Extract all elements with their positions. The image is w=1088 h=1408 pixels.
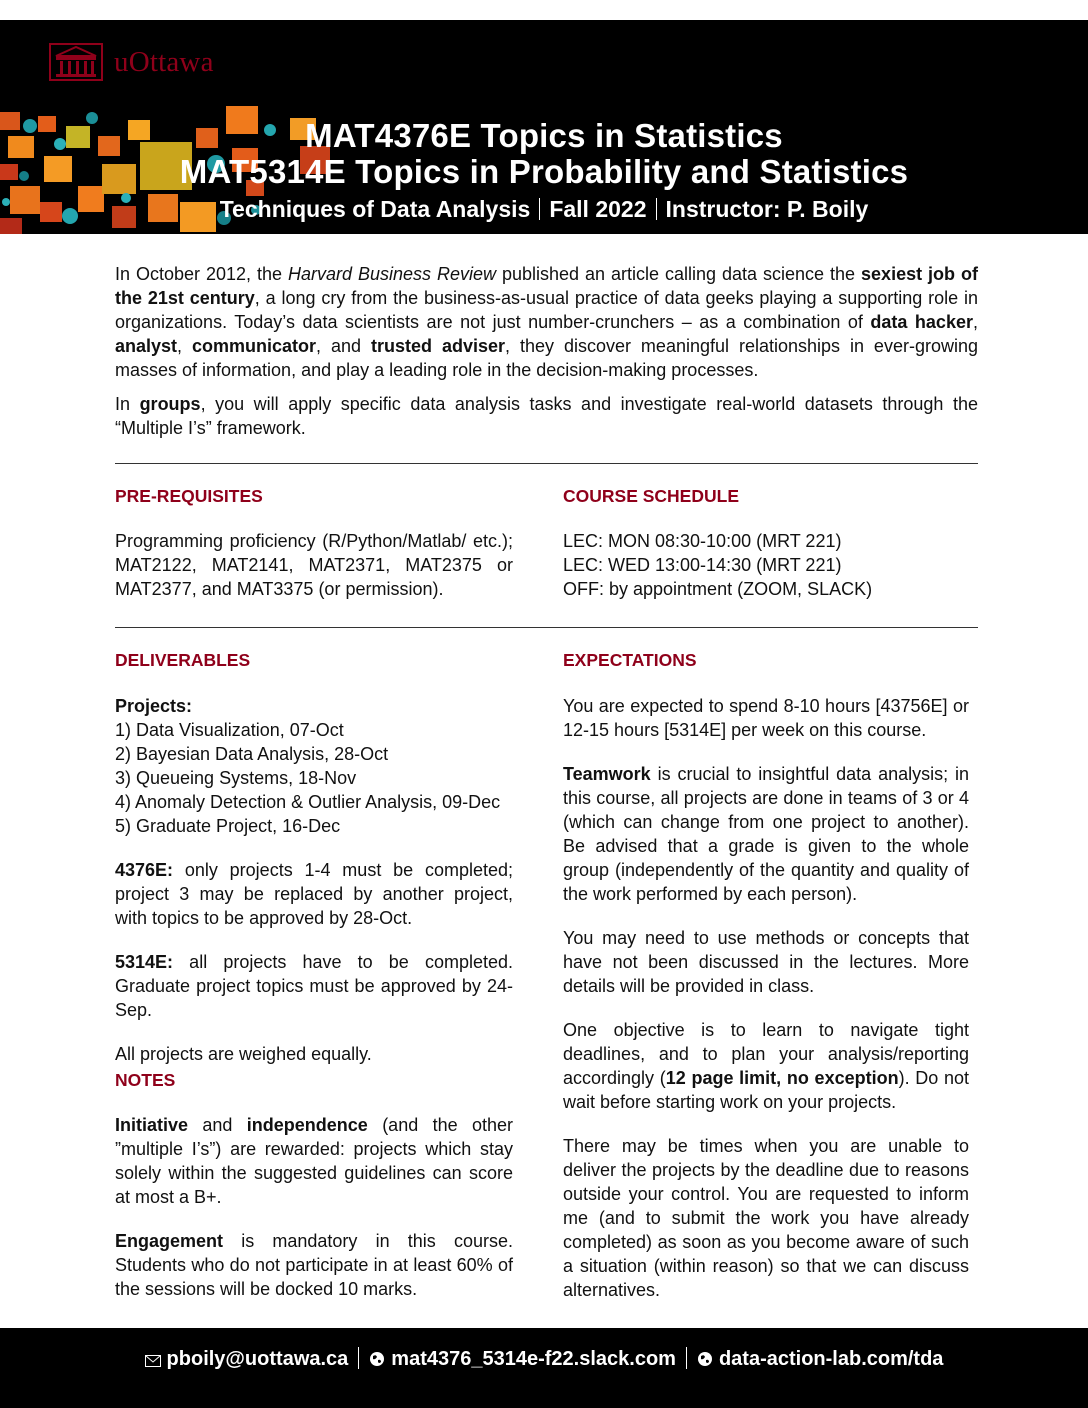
text: is mandatory in this course. Students who do not participate in at least 60% of the sessions will be docked 10 marks. <box>115 1231 513 1299</box>
text: only projects 1-4 must be completed; project 3 may be replaced by another project, with topics to be approved by 28-Oct. <box>115 860 513 928</box>
emphasis: 4376E: <box>115 860 174 880</box>
slack-link[interactable]: mat4376_5314e-f22.slack.com <box>391 1348 676 1370</box>
text: ). Do not wait before starting work on your projects. <box>563 1068 970 1112</box>
emphasis: sexiest job of the 21st century <box>115 264 979 308</box>
expectations-body <box>563 694 969 1302</box>
text: , you will apply specific data analysis tasks and investigate real-world datasets through the “Multiple I’s” framework. <box>115 394 978 438</box>
expectation-hours: You are expected to spend 8-10 hours [43756E] or 12-15 hours [5314E] per week on this course. <box>563 696 969 740</box>
uottawa-logo[interactable] <box>48 42 214 82</box>
website-link[interactable]: data-action-lab.com/tda <box>718 1348 944 1370</box>
globe-icon <box>697 1350 713 1373</box>
emphasis: Teamwork <box>563 764 651 784</box>
emphasis: trusted adviser <box>371 336 506 356</box>
text: In October 2012, the <box>115 264 288 284</box>
journal-name: Harvard Business Review <box>288 264 497 284</box>
divider <box>115 463 978 464</box>
schedule-list <box>563 529 978 601</box>
schedule-line: LEC: WED 13:00-14:30 (MRT 221) <box>563 555 842 575</box>
project-item: 1) Data Visualization, 07-Oct <box>115 720 344 740</box>
deliverables-body <box>115 694 513 1066</box>
course-title-4376: MAT4376E Topics in Statistics <box>305 117 783 154</box>
email-link[interactable]: pboily@uottawa.ca <box>166 1348 349 1370</box>
emphasis: communicator <box>192 336 317 356</box>
project-item: 3) Queueing Systems, 18-Nov <box>115 768 357 788</box>
expectation-methods: You may need to use methods or concepts that have not been discussed in the lectures. More details will be provided in class. <box>563 928 969 996</box>
subtitle-course: Techniques of Data Analysis <box>219 196 531 222</box>
project-item: 4) Anomaly Detection & Outlier Analysis, 09-Dec <box>115 792 501 812</box>
notes-engagement <box>115 1229 513 1301</box>
notes-initiative <box>115 1113 513 1209</box>
subtitle-instructor: Instructor: P. Boily <box>665 196 869 222</box>
text: all projects have to be completed. Graduate project topics must be approved by 24-Sep. <box>115 952 513 1020</box>
expectations-heading: EXPECTATIONS <box>563 650 697 670</box>
schedule-line: OFF: by appointment (ZOOM, SLACK) <box>563 579 873 599</box>
emphasis: data hacker <box>870 312 973 332</box>
emphasis: analyst <box>115 336 178 356</box>
notes-heading: NOTES <box>115 1070 176 1090</box>
text: In <box>115 394 140 414</box>
intro-paragraph-2 <box>115 392 978 440</box>
emphasis: Initiative <box>115 1115 189 1135</box>
emphasis: independence <box>246 1115 368 1135</box>
text: is crucial to insightful data analysis; in this course, all projects are done in teams of 3 or 4 (which can change from one project to another). Be advised that a grade is given to the whole group (independently of the quantity and quality of the work performed by each person). <box>563 764 969 904</box>
logo-text: uOttawa <box>114 45 214 78</box>
expectation-extensions: There may be times when you are unable to deliver the projects by the deadline due to reasons outside your control. You are requested to inform me (and to submit the work you have already completed) as soon as you become aware of such a situation (within reason) so that we can discuss alternatives. <box>563 1136 969 1300</box>
prereq-heading: PRE-REQUISITES <box>115 486 263 506</box>
projects-label <box>115 694 513 718</box>
text: published an article calling data science the <box>496 264 862 284</box>
intro-section <box>115 262 978 450</box>
separator <box>358 1347 359 1369</box>
separator <box>539 198 540 220</box>
divider <box>115 627 978 628</box>
globe-icon <box>369 1350 385 1373</box>
course-title-5314: MAT5314E Topics in Probability and Statistics <box>179 153 909 190</box>
envelope-icon <box>145 1350 161 1373</box>
expectation-teamwork <box>563 762 969 906</box>
deliverables-heading: DELIVERABLES <box>115 650 251 670</box>
notes-body <box>115 1113 513 1301</box>
prereq-text: Programming proficiency (R/Python/Matlab/ etc.); MAT2122, MAT2141, MAT2371, MAT2375 or MAT2377, and MAT3375 (or permission). <box>115 531 513 599</box>
text: , a long cry from the business-as-usual practice of data geeks playing a supporting role in organizations. Today’s data scientists are not just number-crunchers – as a combination of <box>115 288 978 332</box>
weighting-note: All projects are weighed equally. <box>115 1044 372 1064</box>
emphasis: groups <box>139 394 201 414</box>
schedule-line: LEC: MON 08:30-10:00 (MRT 221) <box>563 531 842 551</box>
contact-footer <box>0 1328 1088 1408</box>
text: , <box>177 336 193 356</box>
emphasis: 5314E: <box>115 952 174 972</box>
separator <box>686 1347 687 1369</box>
emphasis: Projects: <box>115 696 193 716</box>
expectation-deadlines <box>563 1018 969 1114</box>
course-subtitle <box>0 194 1088 224</box>
schedule-heading: COURSE SCHEDULE <box>563 486 739 506</box>
text: , and <box>316 336 371 356</box>
text: , <box>972 312 978 332</box>
intro-paragraph-1 <box>115 262 978 382</box>
subtitle-term: Fall 2022 <box>549 196 647 222</box>
header-banner <box>0 106 1088 234</box>
building-icon <box>48 42 104 82</box>
text: (and the other ”multiple I’s”) are rewarded: projects which stay solely within the suggested guidelines can score at most a B+. <box>115 1115 513 1207</box>
text: and <box>188 1115 247 1135</box>
logo-bar <box>0 20 1088 106</box>
separator <box>656 198 657 220</box>
project-item: 5) Graduate Project, 16-Dec <box>115 816 341 836</box>
requirement-4376 <box>115 858 513 930</box>
emphasis: 12 page limit, no exception <box>665 1068 899 1088</box>
project-item: 2) Bayesian Data Analysis, 28-Oct <box>115 744 389 764</box>
top-margin <box>0 0 1088 20</box>
text: One objective is to learn to navigate tight deadlines, and to plan your analysis/reporting accordingly ( <box>563 1020 969 1088</box>
contact-line <box>0 1347 1088 1373</box>
requirement-5314 <box>115 950 513 1022</box>
emphasis: Engagement <box>115 1231 224 1251</box>
text: , they discover meaningful relationships in ever-growing masses of information, and play a leading role in the decision-making processes. <box>115 336 978 380</box>
